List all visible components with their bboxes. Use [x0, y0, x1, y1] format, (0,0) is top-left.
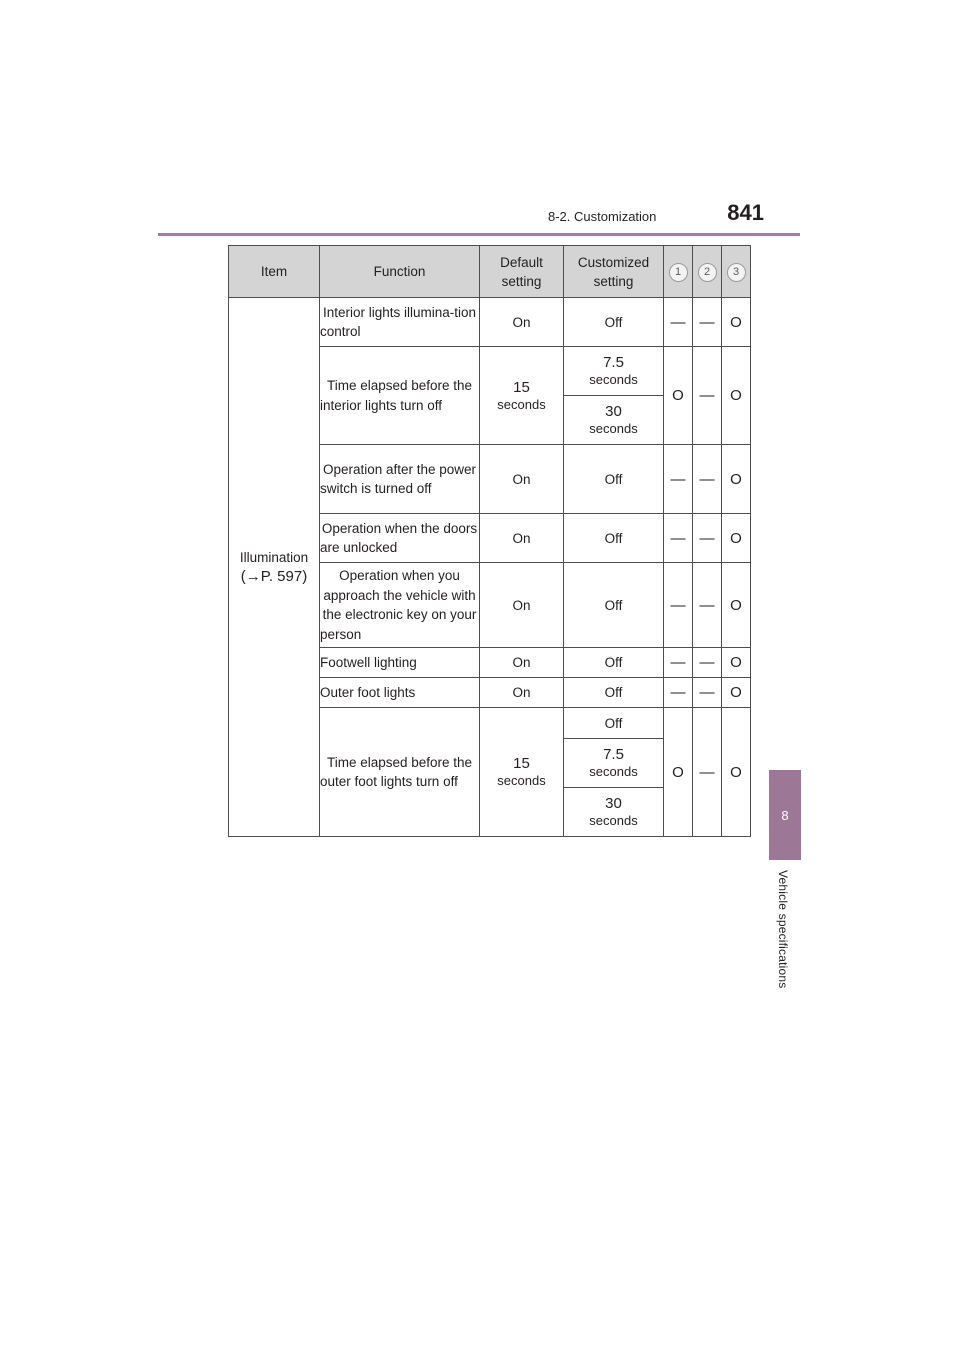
column-header-2 — [693, 246, 722, 298]
function-cell: Operation after the power switch is turned off — [320, 445, 480, 514]
section-title: 8-2. Customization — [548, 209, 657, 224]
default-cell — [480, 347, 564, 445]
default-cell: On — [480, 298, 564, 347]
item-name: Illumination — [239, 550, 309, 565]
mark-cell-1: — — [664, 648, 693, 678]
function-cell: Outer foot lights — [320, 678, 480, 708]
mark-cell-3: O — [722, 563, 751, 648]
mark-cell-1: — — [664, 514, 693, 563]
mark-cell-2: — — [693, 347, 722, 445]
default-value: 15 — [513, 378, 530, 396]
default-unit: seconds — [497, 396, 546, 412]
mark-cell-1: — — [664, 445, 693, 514]
function-cell: Time elapsed before the outer foot lights turn off — [320, 708, 480, 837]
circled-number-2: 2 — [698, 263, 717, 282]
function-cell: Footwell lighting — [320, 648, 480, 678]
column-header-default: Default setting — [480, 246, 564, 298]
customized-cell: Off — [564, 648, 664, 678]
chapter-label: Vehicle specifications — [776, 870, 790, 989]
item-page-link[interactable]: (→P. 597) — [240, 568, 308, 585]
default-cell: On — [480, 678, 564, 708]
default-cell: On — [480, 563, 564, 648]
mark-cell-2: — — [693, 514, 722, 563]
default-value: 15 — [513, 755, 530, 772]
customized-cell — [564, 788, 664, 837]
column-header-function: Function — [320, 246, 480, 298]
customized-unit: seconds — [589, 421, 638, 436]
customized-value: 30 — [605, 795, 622, 812]
customized-cell: Off — [564, 678, 664, 708]
header-divider — [158, 233, 800, 236]
column-header-customized: Customized setting — [564, 246, 664, 298]
function-cell: Interior lights illumina-tion control — [320, 298, 480, 347]
default-cell: On — [480, 514, 564, 563]
customized-unit: seconds — [589, 764, 638, 779]
customized-value: 7.5 — [603, 746, 624, 763]
mark-cell-3: O — [722, 708, 751, 837]
mark-cell-3: O — [722, 514, 751, 563]
mark-cell-2: — — [693, 708, 722, 837]
mark-cell-1: — — [664, 563, 693, 648]
customized-cell: Off — [564, 514, 664, 563]
mark-cell-2: — — [693, 445, 722, 514]
customization-table — [228, 245, 751, 837]
chapter-tab[interactable] — [769, 770, 801, 860]
mark-cell-3: O — [722, 678, 751, 708]
table-header-row — [229, 246, 751, 298]
customized-cell: Off — [564, 298, 664, 347]
customized-value: 7.5 — [603, 354, 624, 371]
mark-cell-2: — — [693, 648, 722, 678]
table-row — [229, 298, 751, 347]
function-cell: Time elapsed before the interior lights turn off — [320, 347, 480, 445]
mark-cell-2: — — [693, 563, 722, 648]
mark-cell-1: O — [664, 347, 693, 445]
mark-cell-3: O — [722, 347, 751, 445]
customized-cell: Off — [564, 445, 664, 514]
mark-cell-1: — — [664, 678, 693, 708]
customized-cell: Off — [564, 708, 664, 739]
mark-cell-3: O — [722, 445, 751, 514]
default-cell: On — [480, 648, 564, 678]
column-header-1 — [664, 246, 693, 298]
mark-cell-1: — — [664, 298, 693, 347]
default-cell: On — [480, 445, 564, 514]
circled-number-1: 1 — [669, 263, 688, 282]
customized-cell — [564, 396, 664, 445]
function-cell: Operation when you approach the vehicle with the electronic key on your person — [320, 563, 480, 648]
mark-cell-3: O — [722, 298, 751, 347]
circled-number-3: 3 — [727, 263, 746, 282]
default-cell — [480, 708, 564, 837]
chapter-number: 8 — [781, 807, 789, 823]
function-cell: Operation when the doors are unlocked — [320, 514, 480, 563]
default-unit: seconds — [497, 773, 546, 788]
mark-cell-3: O — [722, 648, 751, 678]
column-header-3 — [722, 246, 751, 298]
mark-cell-2: — — [693, 298, 722, 347]
customized-cell: Off — [564, 563, 664, 648]
mark-cell-1: O — [664, 708, 693, 837]
customized-unit: seconds — [589, 372, 638, 387]
customized-unit: seconds — [589, 813, 638, 828]
column-header-item: Item — [229, 246, 320, 298]
page-number: 841 — [727, 200, 764, 225]
customized-cell — [564, 347, 664, 396]
customized-cell — [564, 739, 664, 788]
mark-cell-2: — — [693, 678, 722, 708]
customized-value: 30 — [605, 403, 622, 420]
item-cell — [229, 298, 320, 837]
